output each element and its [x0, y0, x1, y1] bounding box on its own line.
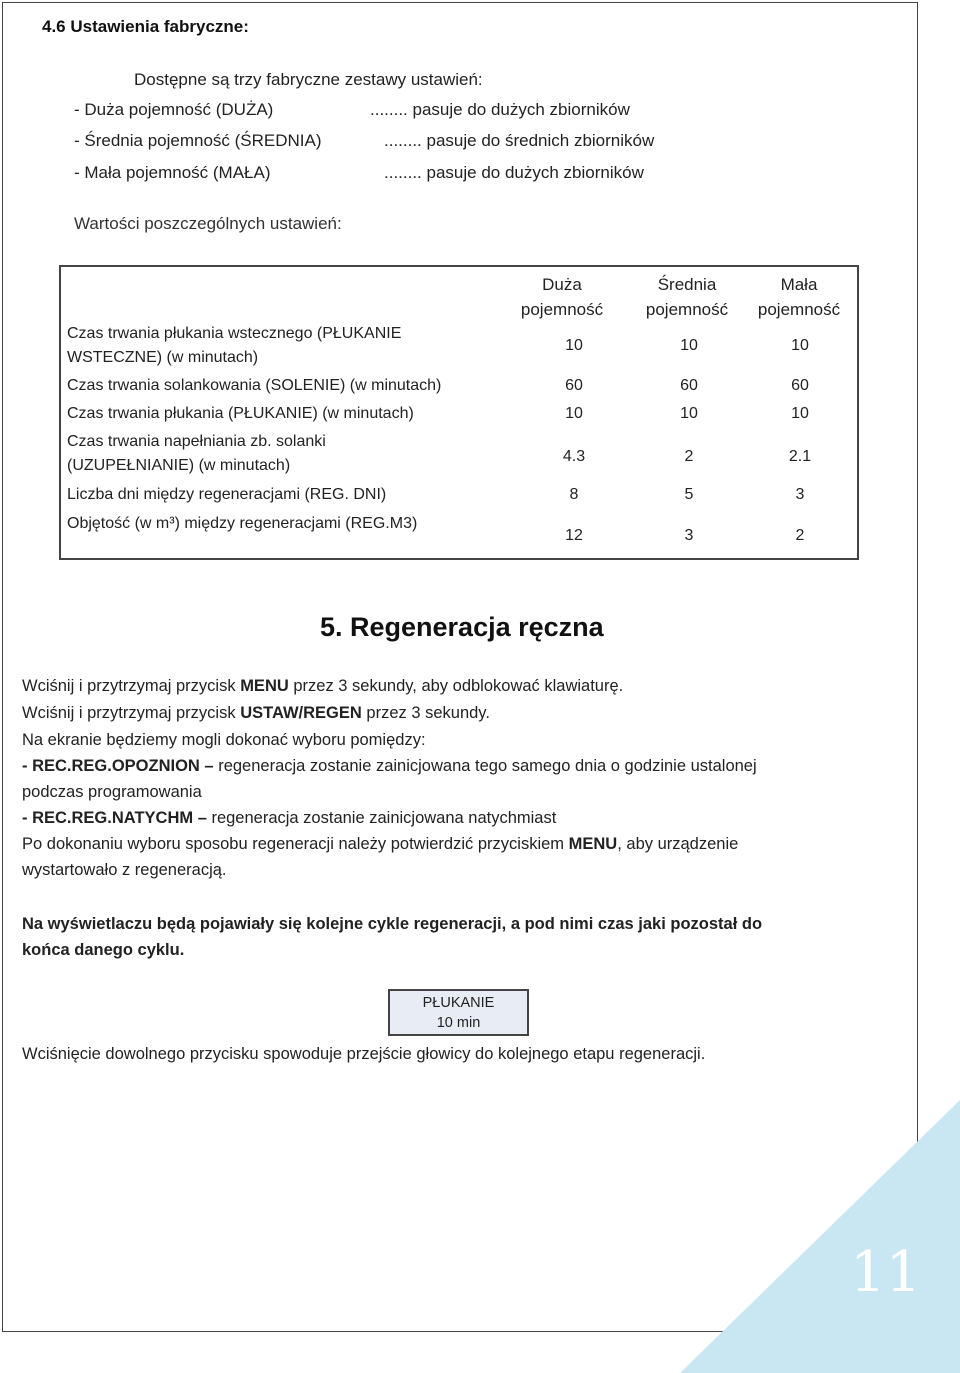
- table-cell: 2: [684, 448, 694, 465]
- paragraph: - REC.REG.NATYCHM – regeneracja zostanie zainicjowana natychmiast: [22, 809, 557, 827]
- page-frame: [2, 2, 918, 1332]
- row-label: Objętość (w m³) między regeneracjami (REG.M3): [67, 515, 418, 532]
- header-srednia: Średnia pojemność: [645, 275, 729, 319]
- table-cell: 2.1: [788, 448, 812, 465]
- table-cell: 60: [565, 377, 583, 394]
- values-title: Wartości poszczególnych ustawień:: [74, 214, 342, 233]
- notice-text: Na wyświetlaczu będą pojawiały się kolejne cykle regeneracji, a pod nimi czas jaki pozostał do końca danego cyklu.: [22, 915, 763, 959]
- preset-desc: ........ pasuje do dużych zbiorników: [384, 163, 644, 182]
- paragraph: Po dokonaniu wyboru sposobu regeneracji należy potwierdzić przyciskiem MENU, aby urządzenie: [22, 835, 739, 853]
- paragraph: wystartowało z regeneracją.: [22, 861, 227, 879]
- preset-name: - Średnia pojemność (ŚREDNIA): [74, 131, 322, 150]
- preset-name: - Mała pojemność (MAŁA): [74, 163, 271, 182]
- table-cell: 4.3: [562, 448, 586, 465]
- table-cell: 10: [680, 405, 698, 422]
- preset-name: - Duża pojemność (DUŻA): [74, 100, 274, 119]
- paragraph: Wciśnij i przytrzymaj przycisk MENU przez 3 sekundy, aby odblokować klawiaturę.: [22, 677, 624, 695]
- table-cell: 60: [680, 377, 698, 394]
- paragraph: Wciśnij i przytrzymaj przycisk USTAW/REGEN przez 3 sekundy.: [22, 704, 490, 722]
- table-cell: 10: [565, 405, 583, 422]
- table-cell: 2: [795, 527, 805, 544]
- table-cell: 60: [791, 377, 809, 394]
- intro-text: Dostępne są trzy fabryczne zestawy ustawień:: [134, 70, 483, 89]
- table-cell: 10: [680, 337, 698, 354]
- section-title: 4.6 Ustawienia fabryczne:: [42, 17, 249, 36]
- settings-table: [59, 265, 859, 560]
- table-cell: 10: [791, 337, 809, 354]
- table-cell: 5: [684, 486, 694, 503]
- table-cell: 12: [565, 527, 583, 544]
- preset-desc: ........ pasuje do średnich zbiorników: [384, 131, 655, 150]
- table-cell: 3: [795, 486, 805, 503]
- header-mala: Mała pojemność: [757, 275, 841, 319]
- header-duza: Duża pojemność: [520, 275, 604, 319]
- preset-desc: ........ pasuje do dużych zbiorników: [370, 100, 630, 119]
- paragraph: - REC.REG.OPOZNION – regeneracja zostanie zainicjowana tego samego dnia o godzinie ustalonej: [22, 757, 757, 775]
- row-label: Czas trwania solankowania (SOLENIE) (w minutach): [67, 377, 442, 394]
- lcd-display: PŁUKANIE 10 min: [388, 989, 529, 1036]
- table-cell: 10: [791, 405, 809, 422]
- paragraph: Na ekranie będziemy mogli dokonać wyboru pomiędzy:: [22, 731, 426, 749]
- table-cell: 3: [684, 527, 694, 544]
- paragraph: Wciśnięcie dowolnego przycisku spowoduje przejście głowicy do kolejnego etapu regeneracji.: [22, 1045, 706, 1063]
- paragraph: podczas programowania: [22, 783, 202, 801]
- row-label: Czas trwania napełniania zb. solanki (UZUPEŁNIANIE) (w minutach): [67, 433, 326, 474]
- row-label: Czas trwania płukania (PŁUKANIE) (w minutach): [67, 405, 414, 422]
- section5-title: 5. Regeneracja ręczna: [320, 612, 604, 642]
- page-number: 11: [850, 1240, 922, 1305]
- row-label: Liczba dni między regeneracjami (REG. DNI): [67, 486, 387, 503]
- row-label: Czas trwania płukania wstecznego (PŁUKANIE WSTECZNE) (w minutach): [67, 325, 402, 366]
- table-cell: 10: [565, 337, 583, 354]
- table-cell: 8: [569, 486, 579, 503]
